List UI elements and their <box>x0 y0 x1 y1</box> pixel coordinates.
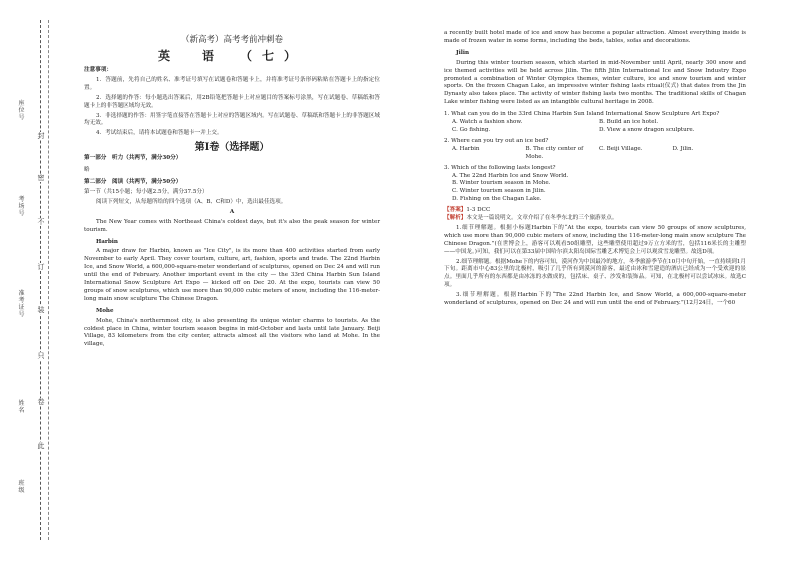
notice-item: 4．考试结束后，请将本试题卷和答题卡一并上交。 <box>96 130 223 137</box>
mohe-paragraph-continued: a recently built hotel made of ice and snow has become a popular attraction. Almost everything inside is made of frozen water in some forms, including the beds, tables, sofas and decorations. <box>444 30 746 44</box>
binding-line <box>40 20 41 540</box>
explanation-3: 3.细节理解题。根据Harbin下的“The 22nd Harbin Ice, and Snow World, a 600,000-square-meter wonderland of sculptures, opened on Dec 24 and will run until the end of February.”(12月24日，一个60 <box>444 292 746 307</box>
exam-title: 英 语 （七） <box>157 49 306 63</box>
passage-intro: The New Year comes with Northeast China's coldest days, but it's also the peak season for winter tourism. <box>84 218 380 233</box>
question-1: 1. What can you do in the 33rd China Harbin Sun Island International Snow Sculpture Art Expo? <box>444 111 720 118</box>
jilin-heading: Jilin <box>456 49 470 56</box>
mohe-heading: Mohe <box>96 307 114 314</box>
name-label: 姓名 <box>18 400 25 414</box>
class-label: 班级 <box>18 480 25 494</box>
binding-line-inner <box>48 20 49 540</box>
question-2-options <box>452 146 746 162</box>
notice-item: 1．答题前，先将自己的姓名、准考证号填写在试题卷和答题卡上，并将准考证号条形码粘贴在答题卡上的指定位置。 <box>84 76 380 91</box>
analysis-label: 【解析】 <box>444 215 467 222</box>
binding-char: 此 <box>37 442 45 450</box>
option: C. Go fishing. <box>452 126 491 133</box>
jilin-paragraph: During this winter tourism season, which started in mid-November until April, nearly 300 snow and ice themed activities will be held across Jilin. The fifth Jilin International Ice and Snow Industry Expo promoted a combination of Winter Olympics themes, winter culture, ice and snow tourism and winter sports. On the frozen Chagan Lake, an impressive winter fishing lasts ritual(仪式) that dates from the Jin Dynasty also takes place. The activity of winter fishing lasts two months. The traditional skills of Chagan Lake winter fishing were listed as an intangible cultural heritage in 2008. <box>444 59 746 106</box>
mohe-paragraph: Mohe, China's northernmost city, is also presenting its unique winter charms to tourists. As the coldest place in China, winter tourism season begins in mid-October and lasts until late January. Beiji Village, 83 kilometers from the city center, attracts almost all the visitors who land at Mohe. In the village, <box>84 317 380 348</box>
answer-line <box>444 207 746 215</box>
part-one-heading: 第一部分 听力（共两节，满分30分） <box>84 155 182 162</box>
answer-label: 【答案】 <box>444 207 467 214</box>
harbin-heading: Harbin <box>96 238 118 245</box>
notice-item: 3．非选择题的作答：用签字笔直接答在答题卡上对应的答题区域内。写在试题卷、草稿纸和答题卡上的非答题区域均无效。 <box>84 112 380 127</box>
answer-text: 1-3 DCC <box>466 207 491 214</box>
binding-char: 不 <box>37 218 45 226</box>
harbin-paragraph: A major draw for Harbin, known as "Ice City", is its more than 400 activities started from early November to early April. They cover tourism, culture, art, fashion, sports and trade. The 22nd Harbin Ice, and Snow World, a 600,000-square-meter wonderland of sculptures, opened on Dec 24 and will run until the end of February. Another important event in the city — the 33rd China Harbin Sun Island International Snow Sculpture Art Expo — kicked off on Dec 20. At the expo, tourists can view 50 groups of snow sculptures, which use more than 90,000 cubic meters of snow, including the 116-meter-long main snow sculpture The Chinese Dragon. <box>84 248 380 302</box>
section-one-heading: 第一节（共15小题；每小题2.5分，满分37.5分） <box>84 188 208 195</box>
explanation-1: 1.细节理解题。根据小标题Harbin下的“At the expo, tourists can view 50 groups of snow sculptures, which use more than 90,000 cubic meters of snow, including the 116-meter-long main snow sculpture The Chinese Dragon.”(在世博会上，游客可以观看50组雕塑，这些雕塑使用超过9万立方米的雪，包括116米长的主雕塑——中国龙。)可知，我们可以在第33届中国哈尔滨太阳岛国际雪雕艺术博览会上可以观赏雪龙雕塑。故选D项。 <box>444 224 746 255</box>
option: C. Winter tourism season in Jilin. <box>452 188 546 195</box>
binding-char: 卷 <box>37 398 45 406</box>
option: C. Beiji Village. <box>599 145 643 152</box>
binding-char: 密 <box>37 174 45 182</box>
option: D. View a snow dragon sculpture. <box>599 126 695 133</box>
part-one-note: 略 <box>84 167 90 174</box>
binding-char: 只 <box>37 352 45 360</box>
option: A. Watch a fashion show. <box>452 119 523 126</box>
option: A. The 22nd Harbin Ice and Snow World. <box>452 172 569 179</box>
exam-room-label: 考场号 <box>18 196 25 217</box>
part-two-heading: 第二部分 阅读（共两节，满分50分） <box>84 179 182 186</box>
instruction: 阅读下列短文，从每题所给的四个选项（A、B、C和D）中，选出最佳选项。 <box>96 198 287 205</box>
notice-title: 注意事项： <box>84 67 112 73</box>
option: D. Fishing on the Chagan Lake. <box>452 196 542 203</box>
explanation-2: 2.细节理解题。根据Mohe下的内容可知，漠河作为中国最冷的地方，冬季旅游季节在10月中旬开始，一直持续到1月下旬。距离市中心83公里的北极村，吸引了几乎所有到漠河的游客，最近由冰和雪建造的酒店已经成为一个受欢迎的景点。里面几乎所有的东西都是由冰冻的水做成的，包括床、桌子、沙发和装饰品。可知，在北极村可以尝试冰床。故选C项。 <box>444 258 746 289</box>
binding-char: 装 <box>37 306 45 314</box>
question-3-options <box>452 173 746 205</box>
exam-header: （新高考）高考考前冲刺卷 <box>180 35 283 45</box>
option: D. Jilin. <box>672 145 694 152</box>
binding-char: 封 <box>37 132 45 140</box>
passage-letter: A <box>229 208 235 215</box>
candidate-number-label: 准考证号 <box>18 290 25 318</box>
seat-number-label: 座位号 <box>18 100 25 121</box>
option: B. Build an ice hotel. <box>599 119 659 126</box>
analysis-line <box>444 215 746 223</box>
binding-margin <box>0 0 62 562</box>
left-column <box>84 34 380 349</box>
notice-item: 2．选择题的作答：每小题选出答案后，用2B铅笔把答题卡上对应题目的答案标号涂黑，写在试题卷、草稿纸和答题卡上的非答题区域均无效。 <box>84 94 380 109</box>
option: B. Winter tourism season in Mohe. <box>452 180 551 187</box>
question-2: 2. Where can you try out an ice bed? <box>444 137 549 144</box>
option: B. The city center of Mohe. <box>525 145 584 160</box>
option: A. Harbin <box>452 145 480 152</box>
binding-char: 订 <box>37 263 45 271</box>
question-1-options <box>452 119 746 135</box>
question-3: 3. Which of the following lasts longest? <box>444 164 556 171</box>
analysis-text: 本文是一篇说明文。文章介绍了在冬季东北的三个旅游景点。 <box>466 215 618 222</box>
section-title: 第Ⅰ卷（选择题） <box>194 142 270 154</box>
right-column <box>444 30 746 308</box>
